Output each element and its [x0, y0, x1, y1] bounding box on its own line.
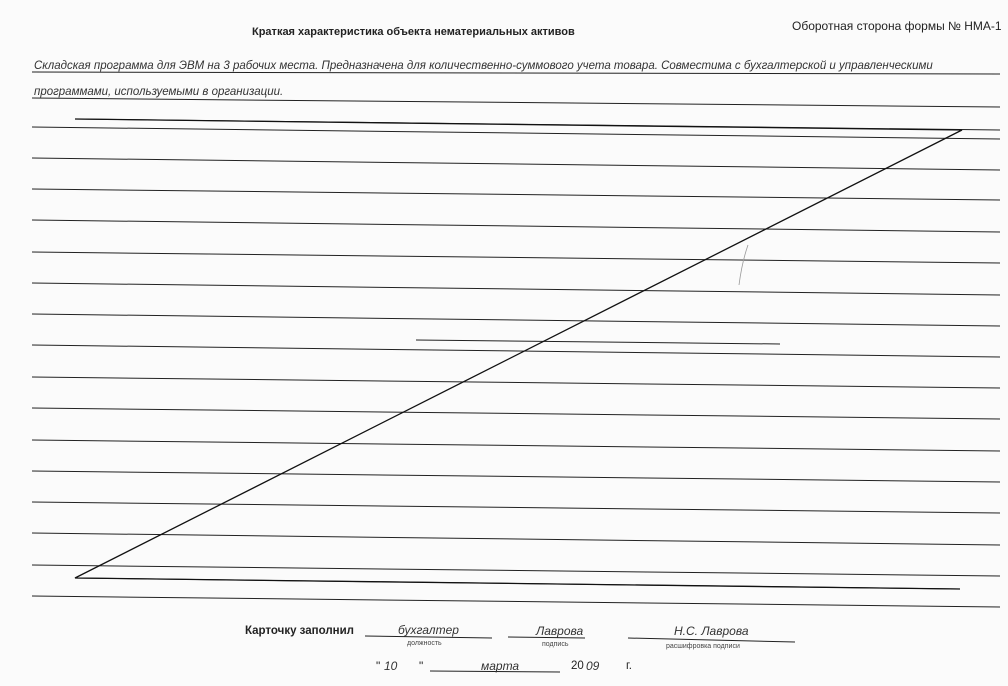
- name-value: Н.С. Лаврова: [674, 624, 749, 638]
- cross-out-z-line: [75, 119, 962, 589]
- rule-line: [32, 314, 1000, 326]
- date-day: 10: [384, 659, 398, 673]
- asset-description-line-1: Складская программа для ЭВМ на 3 рабочих места. Предназначена для количественно-суммового учета товара. Совместима с бухгалтерской и управленческими: [34, 60, 933, 72]
- rule-line: [32, 98, 1000, 107]
- rule-line: [32, 189, 1000, 200]
- rule-line: [32, 252, 1000, 263]
- rule-line: [32, 408, 1000, 419]
- rule-line: [32, 502, 1000, 513]
- rule-line: [32, 283, 1000, 295]
- rule-line: [32, 220, 1000, 232]
- date-year-suffix: 09: [586, 659, 600, 673]
- date-open-quote: ": [376, 659, 381, 673]
- form-title: Краткая характеристика объекта нематериальных активов: [252, 26, 575, 38]
- pen-mark: [739, 245, 748, 285]
- date-close-quote: ": [419, 659, 424, 673]
- rule-line: [32, 72, 1000, 74]
- rule-line: [32, 596, 1000, 607]
- date-month: марта: [481, 659, 520, 673]
- signature-value: Лаврова: [536, 624, 584, 638]
- rule-line: [32, 377, 1000, 388]
- asset-description-line-2: программами, используемыми в организации.: [34, 86, 284, 98]
- position-caption: должность: [407, 640, 442, 647]
- name-caption: расшифровка подписи: [666, 643, 740, 650]
- rule-line: [416, 340, 780, 344]
- rule-line: [628, 638, 795, 642]
- rule-line: [32, 565, 1000, 576]
- rule-line: [32, 440, 1000, 451]
- signature-caption: подпись: [542, 641, 569, 648]
- form-reference: Оборотная сторона формы № НМА-1: [792, 19, 1002, 33]
- rule-line: [32, 158, 1000, 170]
- rule-line: [32, 471, 1000, 482]
- date-suffix: г.: [626, 660, 632, 672]
- rule-line: [32, 533, 1000, 545]
- position-value: бухгалтер: [398, 623, 459, 637]
- filled-by-label: Карточку заполнил: [245, 625, 354, 637]
- date-year-prefix: 20: [571, 660, 584, 672]
